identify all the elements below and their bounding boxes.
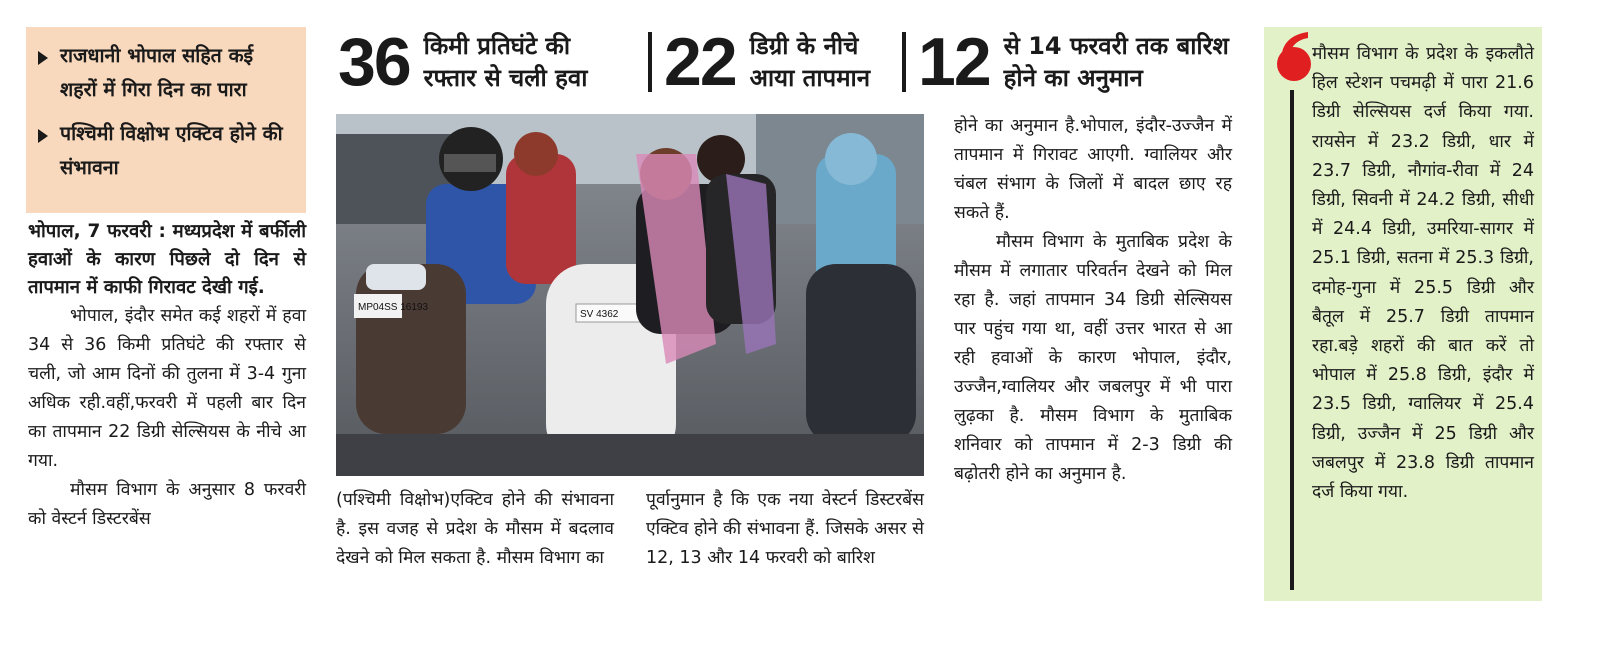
article-lead: भोपाल, 7 फरवरी : मध्यप्रदेश में बर्फीली हवाओं के कारण पिछले दो दिन से तापमान में काफी गिरावट देखी गई. — [28, 221, 306, 298]
stat-caption: डिग्री के नीचे आया तापमान — [749, 32, 871, 92]
plate-center: SV 4362 — [580, 309, 619, 320]
photo-scooter-riders — [336, 114, 924, 476]
quote-mark-icon — [1272, 30, 1312, 86]
highlight-item — [38, 117, 296, 185]
article-paragraph: भोपाल, इंदौर समेत कई शहरों में हवा 34 से 36 किमी प्रतिघंटे की रफ्तार से चली, जो आम दिनों की तुलना में 3-4 गुना अधिक रही.वहीं,फरवरी में पहली बार दिन का तापमान 22 डिग्री सेल्सियस के नीचे आ गया. — [28, 306, 306, 471]
article-column-1 — [28, 218, 306, 534]
stat-temperature — [664, 24, 896, 100]
bullet-arrow-icon — [38, 51, 48, 65]
stat-divider — [648, 32, 652, 92]
article-column-2 — [336, 486, 614, 573]
highlight-text: पश्चिमी विक्षोभ एक्टिव होने की संभावना — [60, 122, 283, 179]
article-paragraph: होने का अनुमान है.भोपाल, इंदौर-उज्जैन में तापमान में गिरावट आएगी. ग्वालियर और चंबल संभाग के जिलों में बादल छाए रह सकते हैं. — [954, 116, 1232, 223]
stat-number: 12 — [918, 24, 990, 100]
stat-number: 22 — [664, 24, 736, 100]
article-column-3 — [646, 486, 924, 573]
article-paragraph: पूर्वानुमान है कि एक नया वेस्टर्न डिस्टरबेंस एक्टिव होने की संभावना हैं. जिसके असर से 12, 13 और 14 फरवरी को बारिश — [646, 490, 924, 568]
news-photo — [336, 114, 924, 476]
stat-wind-speed — [338, 24, 620, 100]
bullet-arrow-icon — [38, 129, 48, 143]
highlight-item — [38, 39, 296, 107]
article-column-4 — [954, 112, 1232, 489]
article-paragraph: (पश्चिमी विक्षोभ)एक्टिव होने की संभावना है. इस वजह से प्रदेश के मौसम में बदलाव देखने को मिल सकता है. मौसम विभाग का — [336, 490, 614, 568]
sidebar-rule — [1290, 90, 1294, 590]
highlight-text: राजधानी भोपाल सहित कई शहरों में गिरा दिन का पारा — [60, 44, 254, 101]
sidebar-text: मौसम विभाग के प्रदेश के इकलौते हिल स्टेशन पचमढ़ी में पारा 21.6 डिग्री सेल्सियस दर्ज किया गया. रायसेन में 23.2 डिग्री, धार में 23.7 डिग्री, नौगांव-रीवा में 24 डिग्री, सिवनी में 24.2 डिग्री, सीधी में 24.4 डिग्री, उमरिया-सागर में 25.1 डिग्री, सतना में 25.3 डिग्री, दमोह-गुना में 25.5 डिग्री और बैतूल में 25.7 डिग्री तापमान रहा.बड़े शहरों की बात करें तो भोपाल में 25.8 डिग्री, इंदौर में 23.5 डिग्री, ग्वालियर में 25.4 डिग्री, उज्जैन में 25 डिग्री और जबलपुर में 23.8 डिग्री तापमान दर्ज किया गया. — [1312, 44, 1534, 503]
highlights-box — [26, 27, 306, 213]
stat-caption: से 14 फरवरी तक बारिश होने का अनुमान — [1003, 32, 1229, 92]
stat-number: 36 — [338, 24, 410, 100]
stat-rain-forecast — [918, 24, 1236, 100]
article-paragraph: मौसम विभाग के मुताबिक प्रदेश के मौसम में लगातार परिवर्तन देखने को मिल रहा है. जहां तापमान 34 डिग्री सेल्सियस पार पहुंच गया था, वहीं उत्तर भारत से आ रही हवाओं के कारण भोपाल, इंदौर, उज्जैन,ग्वालियर और जबलपुर में भी पारा लुढ़का है. मौसम विभाग के मुताबिक शनिवार को तापमान में 2-3 डिग्री की बढ़ोतरी होने का अनुमान है. — [954, 232, 1232, 484]
article-paragraph: मौसम विभाग के अनुसार 8 फरवरी को वेस्टर्न डिस्टरबेंस — [28, 480, 306, 529]
plate-left: MP04SS 16193 — [358, 302, 429, 313]
stat-caption: किमी प्रतिघंटे की रफ्तार से चली हवा — [423, 32, 588, 92]
stat-divider — [902, 32, 906, 92]
